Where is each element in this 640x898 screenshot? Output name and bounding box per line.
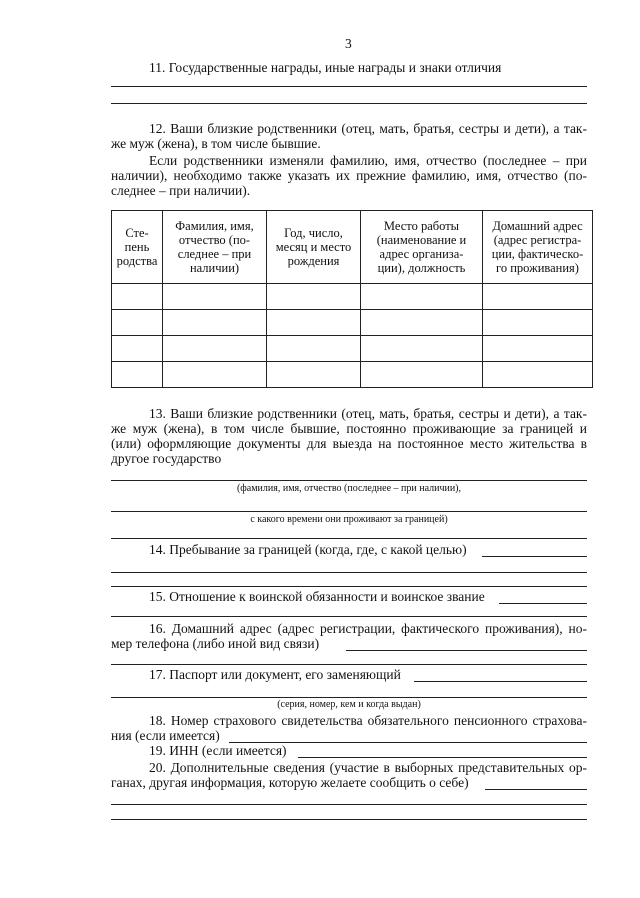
table-cell[interactable] xyxy=(483,284,593,310)
section-13-caption-2: с какого времени они проживают за границей) xyxy=(250,514,448,525)
section-15-text: 15. Отношение к воинской обязанности и воинское звание xyxy=(149,589,485,604)
table-cell[interactable] xyxy=(267,362,361,388)
section-20-line-2: ганах, другая информация, которую желаете сообщить о себе) xyxy=(111,775,469,790)
header-home-address: Домашний адрес (адрес регистра- ции, фактическо- го проживания) xyxy=(483,211,593,284)
section-15-line-1[interactable] xyxy=(111,616,587,617)
section-12-line-2: же муж (жена), в том числе бывшие. xyxy=(111,136,321,151)
section-13-line-c[interactable] xyxy=(111,538,587,539)
section-12-line-1: 12. Ваши близкие родственники (отец, мать, братья, сестры и дети), а так- xyxy=(149,121,587,136)
section-19-inline-line[interactable] xyxy=(298,757,587,758)
relatives-table xyxy=(111,210,593,388)
table-cell[interactable] xyxy=(112,362,163,388)
section-13-line-1: 13. Ваши близкие родственники (отец, мать, братья, сестры и дети), а так- xyxy=(149,406,587,421)
section-13-line-b[interactable] xyxy=(111,511,587,512)
page-number: 3 xyxy=(345,36,352,51)
table-cell[interactable] xyxy=(483,336,593,362)
table-cell[interactable] xyxy=(361,336,483,362)
table-cell[interactable] xyxy=(361,362,483,388)
section-13-line-4: другое государство xyxy=(111,451,222,466)
section-17-line-a[interactable] xyxy=(111,697,587,698)
header-full-name: Фамилия, имя, отчество (по- следнее – при наличии) xyxy=(163,211,267,284)
section-16-inline-line[interactable] xyxy=(346,650,587,651)
table-row xyxy=(112,336,593,362)
section-12-line-3: Если родственники изменяли фамилию, имя, отчество (последнее – при xyxy=(149,153,587,168)
section-13-caption-1: (фамилия, имя, отчество (последнее – при наличии), xyxy=(236,483,462,494)
table-cell[interactable] xyxy=(163,284,267,310)
section-13-line-a[interactable] xyxy=(111,480,587,481)
table-cell[interactable] xyxy=(361,310,483,336)
section-14-line-2[interactable] xyxy=(111,586,587,587)
table-row xyxy=(112,362,593,388)
section-13-line-3: (или) оформляющие документы для выезда на постоянное место жительства в xyxy=(111,436,587,451)
section-16-line-a[interactable] xyxy=(111,664,587,665)
section-11-line-1[interactable] xyxy=(111,86,587,87)
header-birth: Год, число, месяц и место рождения xyxy=(267,211,361,284)
section-20-line-b[interactable] xyxy=(111,819,587,820)
table-row xyxy=(112,310,593,336)
header-kinship: Сте- пень родства xyxy=(112,211,163,284)
section-18-line-2: ния (если имеется) xyxy=(111,728,220,743)
section-17-inline-line[interactable] xyxy=(414,681,587,682)
table-cell[interactable] xyxy=(112,310,163,336)
table-cell[interactable] xyxy=(483,310,593,336)
table-cell[interactable] xyxy=(163,336,267,362)
table-cell[interactable] xyxy=(483,362,593,388)
section-14-text: 14. Пребывание за границей (когда, где, с какой целью) xyxy=(149,542,467,557)
section-17-text: 17. Паспорт или документ, его заменяющий xyxy=(149,667,401,682)
section-13-line-2: же муж (жена), в том числе бывшие, постоянно проживающие за границей и xyxy=(111,421,587,436)
section-18-line-1: 18. Номер страхового свидетельства обязательного пенсионного страхова- xyxy=(149,713,587,728)
table-cell[interactable] xyxy=(112,336,163,362)
table-cell[interactable] xyxy=(361,284,483,310)
table-cell[interactable] xyxy=(163,362,267,388)
section-15-inline-line[interactable] xyxy=(499,603,587,604)
section-14-inline-line[interactable] xyxy=(482,556,587,557)
table-cell[interactable] xyxy=(267,336,361,362)
section-14-line-1[interactable] xyxy=(111,572,587,573)
table-cell[interactable] xyxy=(267,310,361,336)
section-20-line-a[interactable] xyxy=(111,804,587,805)
table-cell[interactable] xyxy=(163,310,267,336)
table-row xyxy=(112,284,593,310)
header-workplace: Место работы (наименование и адрес организа- ции), должность xyxy=(361,211,483,284)
section-16-line-1: 16. Домашний адрес (адрес регистрации, фактического проживания), но- xyxy=(149,621,587,636)
section-12-line-5: следнее – при наличии). xyxy=(111,183,251,198)
section-20-line-1: 20. Дополнительные сведения (участие в выборных представительных ор- xyxy=(149,760,587,775)
section-12-line-4: наличии), необходимо также указать их прежние фамилию, имя, отчество (по- xyxy=(111,168,587,183)
section-19-text: 19. ИНН (если имеется) xyxy=(149,743,287,758)
table-cell[interactable] xyxy=(267,284,361,310)
section-17-caption: (серия, номер, кем и когда выдан) xyxy=(277,699,421,710)
section-16-line-2: мер телефона (либо иной вид связи) xyxy=(111,636,320,651)
section-20-inline-line[interactable] xyxy=(485,789,587,790)
table-cell[interactable] xyxy=(112,284,163,310)
section-11-title: 11. Государственные награды, иные награды и знаки отличия xyxy=(149,60,502,75)
section-11-line-2[interactable] xyxy=(111,103,587,104)
relatives-table-header xyxy=(112,211,593,284)
